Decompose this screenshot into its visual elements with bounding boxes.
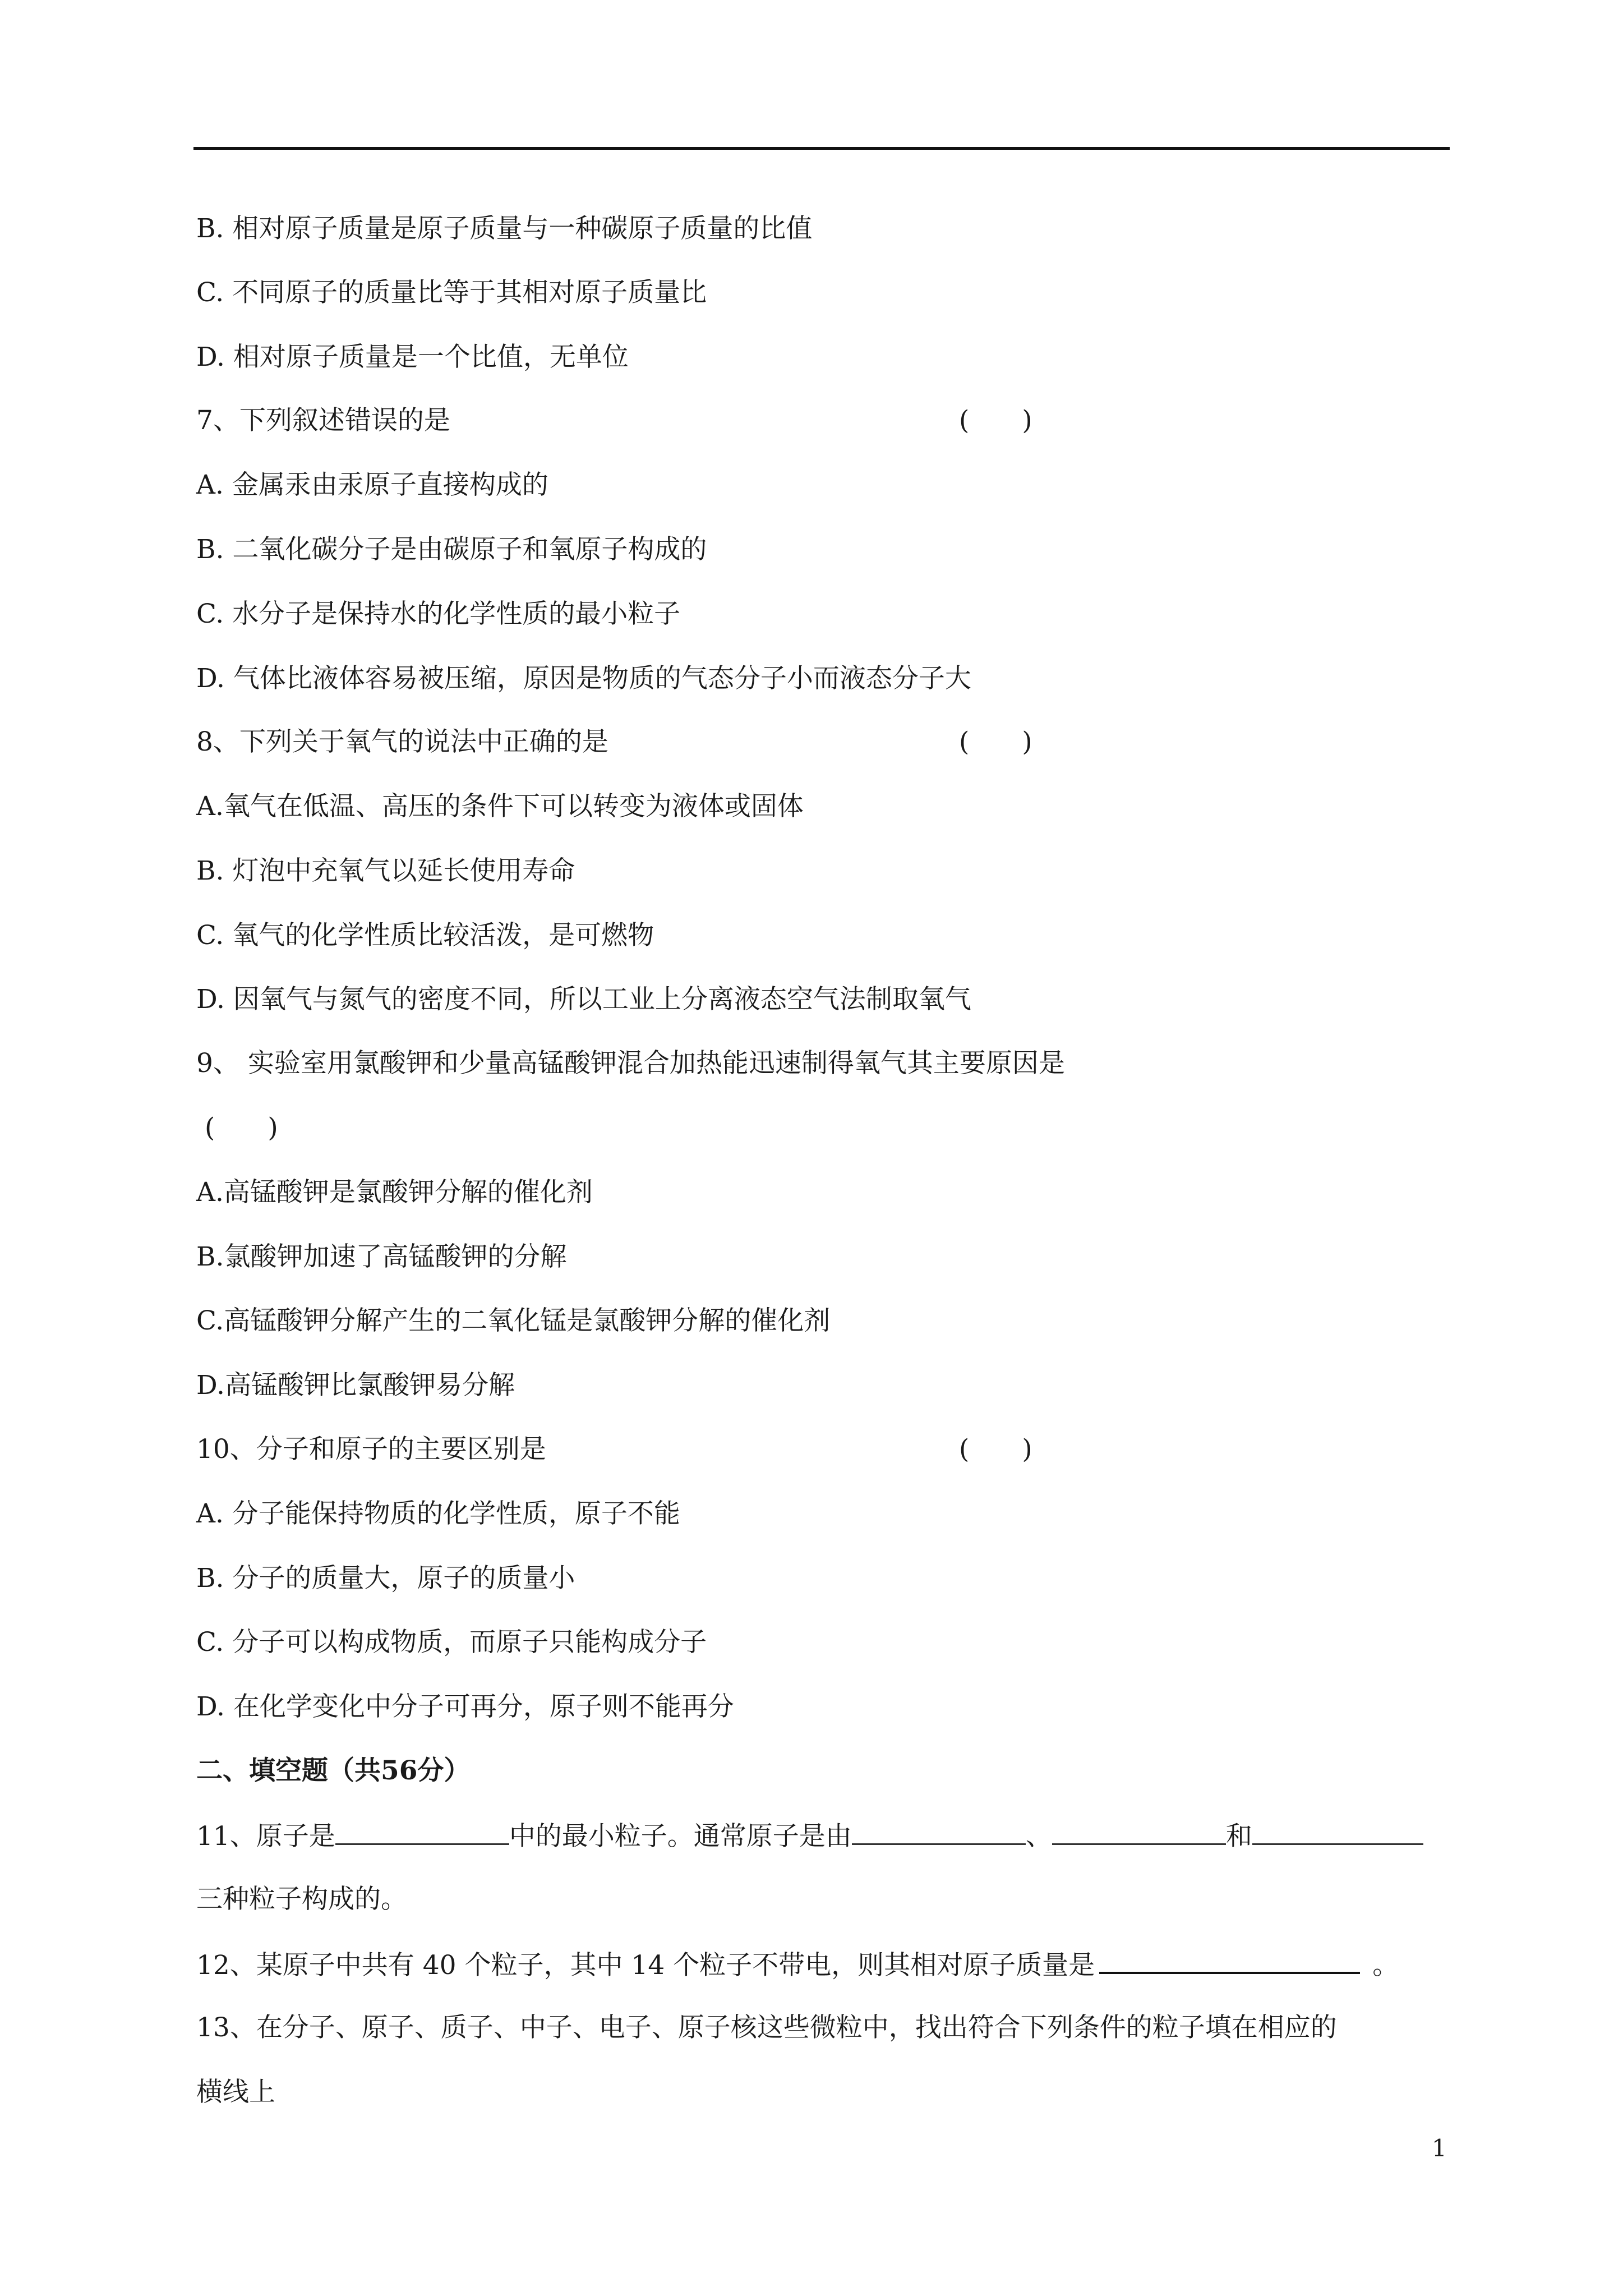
option-7a: A. 金属汞由汞原子直接构成的 bbox=[196, 470, 548, 500]
option-6c: C. 不同原子的质量比等于其相对原子质量比 bbox=[196, 277, 707, 308]
page-number: 1 bbox=[1432, 2134, 1447, 2162]
option-10b: B. 分子的质量大，原子的质量小 bbox=[196, 1563, 575, 1594]
answer-bracket-8: ( ) bbox=[959, 726, 1032, 757]
header-rule bbox=[193, 147, 1450, 150]
question-8: 8、下列关于氧气的说法中正确的是 bbox=[196, 726, 608, 757]
answer-bracket-10: ( ) bbox=[959, 1434, 1032, 1465]
blank-11-1[interactable] bbox=[335, 1819, 509, 1845]
question-13-continued: 横线上 bbox=[196, 2077, 275, 2108]
question-11 bbox=[196, 1819, 1423, 1853]
option-8a: A.氧气在低温、高压的条件下可以转变为液体或固体 bbox=[196, 791, 804, 822]
question-11-text-4: 和 bbox=[1225, 1821, 1252, 1852]
question-7: 7、下列叙述错误的是 bbox=[196, 405, 450, 436]
option-9b: B.氯酸钾加速了高锰酸钾的分解 bbox=[196, 1241, 567, 1272]
option-10c: C. 分子可以构成物质，而原子只能构成分子 bbox=[196, 1627, 707, 1658]
blank-12[interactable] bbox=[1099, 1947, 1360, 1974]
question-11-text-1: 11、原子是 bbox=[196, 1821, 335, 1852]
answer-bracket-9: ( ) bbox=[205, 1112, 278, 1143]
question-12-text-1: 12、某原子中共有 40 个粒子，其中 14 个粒子不带电，则其相对原子质量是 bbox=[196, 1950, 1095, 1981]
option-9c: C.高锰酸钾分解产生的二氧化锰是氯酸钾分解的催化剂 bbox=[196, 1305, 831, 1336]
question-12-text-2: 。 bbox=[1372, 1950, 1399, 1981]
option-7c: C. 水分子是保持水的化学性质的最小粒子 bbox=[196, 599, 681, 629]
option-8b: B. 灯泡中充氧气以延长使用寿命 bbox=[196, 855, 575, 886]
question-11-text-2: 中的最小粒子。通常原子是由 bbox=[509, 1821, 852, 1852]
question-12 bbox=[196, 1947, 1399, 1982]
option-7b: B. 二氧化碳分子是由碳原子和氧原子构成的 bbox=[196, 534, 707, 565]
option-7d: D. 气体比液体容易被压缩，原因是物质的气态分子小而液态分子大 bbox=[196, 663, 971, 694]
option-6d: D. 相对原子质量是一个比值，无单位 bbox=[196, 342, 629, 372]
blank-11-3[interactable] bbox=[1052, 1819, 1226, 1845]
question-11-text-3: 、 bbox=[1025, 1821, 1052, 1852]
option-8c: C. 氧气的化学性质比较活泼，是可燃物 bbox=[196, 920, 654, 951]
blank-11-2[interactable] bbox=[852, 1819, 1026, 1845]
question-10: 10、分子和原子的主要区别是 bbox=[196, 1434, 546, 1465]
question-9: 9、 实验室用氯酸钾和少量高锰酸钾混合加热能迅速制得氧气其主要原因是 bbox=[196, 1048, 1065, 1079]
option-8d: D. 因氧气与氮气的密度不同，所以工业上分离液态空气法制取氧气 bbox=[196, 984, 971, 1015]
option-10d: D. 在化学变化中分子可再分，原子则不能再分 bbox=[196, 1691, 734, 1722]
blank-11-4[interactable] bbox=[1252, 1819, 1423, 1845]
option-9a: A.高锰酸钾是氯酸钾分解的催化剂 bbox=[196, 1177, 593, 1208]
answer-bracket-7: ( ) bbox=[959, 405, 1032, 436]
section-title-fill-in: 二、填空题（共56分） bbox=[196, 1755, 471, 1786]
option-10a: A. 分子能保持物质的化学性质，原子不能 bbox=[196, 1498, 680, 1529]
option-9d: D.高锰酸钾比氯酸钾易分解 bbox=[196, 1370, 515, 1401]
option-6b: B. 相对原子质量是原子质量与一种碳原子质量的比值 bbox=[196, 213, 813, 244]
question-13: 13、在分子、原子、质子、中子、电子、原子核这些微粒中，找出符合下列条件的粒子填在相应的 bbox=[196, 2012, 1337, 2043]
question-11-continued: 三种粒子构成的。 bbox=[196, 1884, 407, 1915]
